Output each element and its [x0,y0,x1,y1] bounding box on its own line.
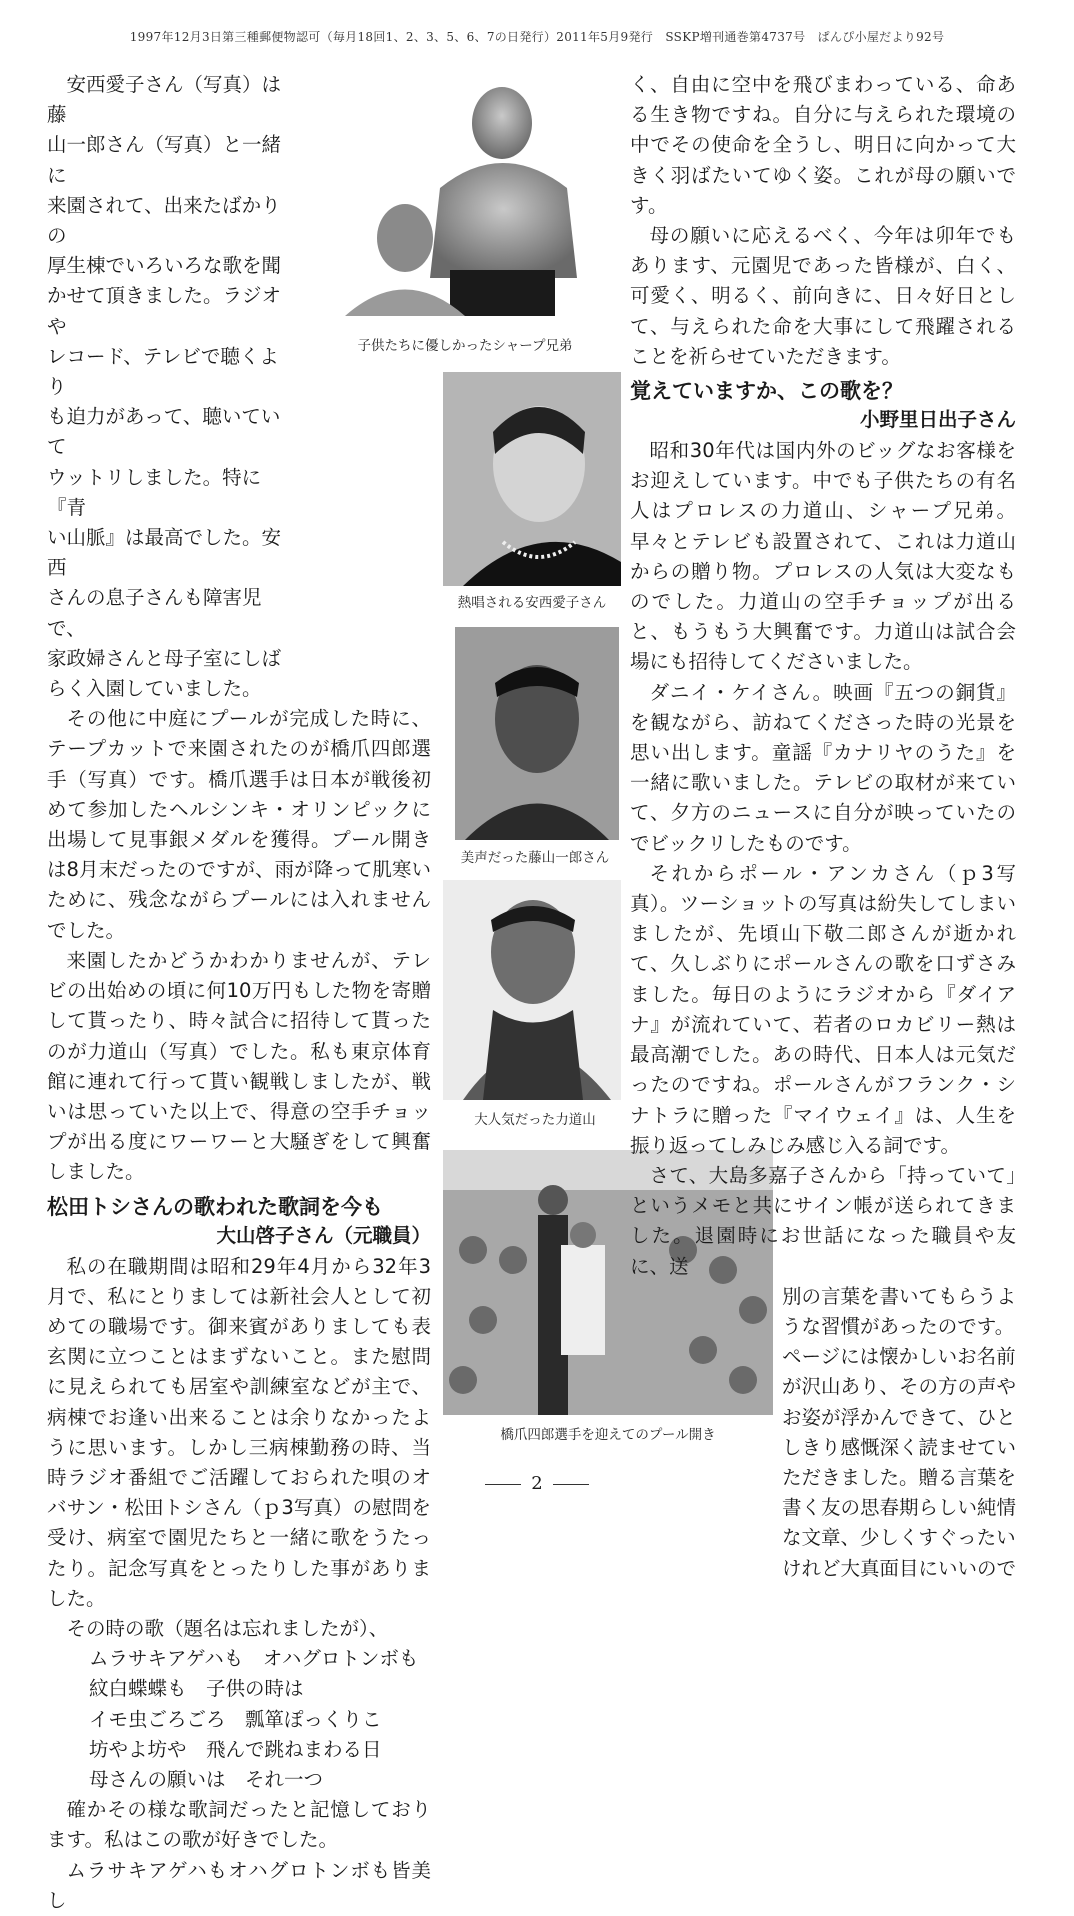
photo-rikidozan [443,880,621,1100]
col3-tail-line: ページには懐かしいお名前 [782,1345,1016,1369]
col1-p1-line: 山一郎さん（写真）と一緒に [47,133,282,187]
col1-paragraph-2: その他に中庭にプールが完成した時に、テープカットで来園されたのが橋爪四郎選手（写真）です。橋爪選手は日本が戦後初めて参加したヘルシンキ・オリンピックに出場して見事銀メダルを獲得。プール開きは8月末だったのですが、雨が降って肌寒いために、残念ながらプールには入れませんでした。 [47,707,431,942]
col3-tail-line: 書く友の思春期らしい純情 [782,1496,1017,1520]
col1-paragraph-6: 確かその様な歌詞だったと記憶しております。私はこの歌が好きでした。 [47,1798,431,1852]
col1-p1-line: 厚生棟でいろいろな歌を聞 [47,254,282,278]
col1-p1-line: い山脈』は最高でした。安西 [47,526,282,580]
col3-paragraph-4: ダニイ・ケイさん。映画『五つの銅貨』を観ながら、訪ねてくださった時の光景を思い出します。童謡『カナリヤのうた』を一緒に歌いました。テレビの取材が来ていて、夕方のニュースに自分が映っていたのでビックリしたものです。 [630,680,1016,855]
lyric-line: 坊やよ坊や 飛んで跳ねまわる日 [89,1737,382,1761]
rikidozan-image [443,880,621,1100]
col1-p1-line: さんの息子さんも障害児で、 [47,586,262,640]
col1-p1-line: も迫力があって、聴いていて [47,405,281,459]
col1-p1-line: 安西愛子さん（写真）は藤 [47,73,282,127]
caption-sharpe: 子供たちに優しかったシャープ兄弟 [357,338,573,354]
col3-tail-line: な文章、少しくすぐったい [782,1526,1016,1550]
caption-fujiyama: 美声だった藤山一郎さん [460,850,610,866]
column-right [630,70,1016,1584]
col3-tail-line: けれど大真面目にいいので [782,1556,1017,1580]
author-oyama: 大山啓子さん（元職員） [216,1223,431,1247]
col1-p1-line: ウットリしました。特に『青 [47,465,262,519]
caption-anzai: 熱唱される安西愛子さん [457,595,607,611]
col3-paragraph-2: 母の願いに応えるべく、今年は卯年でもあります、元園児であった皆様が、白く、可愛く、明るく、前向きに、日々好日として、与えられた命を大事にして飛躍されることを祈らせていただきます。 [630,224,1016,368]
col3-paragraph-3: 昭和30年代は国内外のビッグなお客様をお迎えしています。中でも子供たちの有名人はプロレスの力道山、シャープ兄弟。早々とテレビも設置されて、これは力道山からの贈り物。プロレスの人気は大変なものでした。力道山の空手チョップが出ると、もうもう大興奮です。力道山は試合会場にも招待してくださいました。 [630,439,1016,674]
caption-pool: 橋爪四郎選手を迎えてのプール開き [500,1427,716,1443]
page-header: 1997年12月3日第三種郵便物認可（毎月18回1、2、3、5、6、7の日発行）2011年5月9発行 SSKP増刊通巻第4737号 ぱんぴ小屋だより92号 [129,30,945,44]
lyric-line: 母さんの願いは それ一つ [89,1767,324,1791]
author-onozato: 小野里日出子さん [859,408,1016,432]
col3-tail-line: うな習慣があったのです。 [782,1314,1015,1338]
col1-paragraph-3: 来園したかどうかわかりませんが、テレビの出始めの頃に何10万円もした物を寄贈して貰ったり、時々試合に招待して貰ったのが力道山（写真）でした。私も東京体育館に連れて行って貰い観戦しましたが、戦いは思っていた以上で、得意の空手チョップが出る度にワーワーと大騒ぎをして興奮しました。 [47,948,431,1184]
col3-paragraph-5: それからポール・アンカさん（ｐ3写真）。ツーショットの写真は紛失してしまいましたが、先頃山下敬二郎さんが逝かれて、久しぶりにポールさんの歌を口ずさみました。毎日のようにラジオから『ダイアナ』が流れていて、若者のロカビリー熱は最高潮でした。あの時代、日本人は元気だったのですね。ポールさんがフランク・シナトラに贈った『マイウェイ』は、人生を振り返ってしみじみ感じ入る詞です。 [630,861,1016,1157]
col3-tail-line: ただきました。贈る言葉を [782,1465,1017,1489]
footer-rule-right [553,1484,589,1485]
col3-tail-lines [782,1282,1016,1584]
caption-rikidozan: 大人気だった力道山 [474,1112,596,1128]
col1-p1-line: らく入園していました。 [47,677,262,701]
page-footer [0,1473,1074,1494]
col1-p1-lines [47,70,297,704]
col1-paragraph-7: ムラサキアゲハもオハグロトンボも皆美し [47,1858,431,1912]
lyric-line: 紋白蝶蝶も 子供の時は [89,1677,304,1701]
lyric-line: イモ虫ごろごろ 瓢箪ぽっくりこ [89,1707,382,1731]
col3-tail-line: お姿が浮かんできて、ひと [782,1405,1016,1429]
col1-paragraph-5: その時の歌（題名は忘れましたが）、 [66,1616,389,1640]
col1-p1-line: 家政婦さんと母子室にしば [47,646,282,670]
footer-rule-left [485,1484,521,1485]
photo-anzai-aiko [443,372,621,586]
col3-paragraph-1: く、自由に空中を飛びまわっている、命ある生き物ですね。自分に与えられた環境の中でその使命を全うし、明日に向かって大きく羽ばたいてゆく姿。これが母の願いです。 [630,73,1016,217]
col1-paragraph-4: 私の在職期間は昭和29年4月から32年3月で、私にとりましては新社会人として初めての職場です。御来賓がありましても表玄関に立つことはまずないこと。また慰問に見えられても居室や訓練室などが主で、病棟でお逢い出来ることは余りなかったように思います。しかし三病棟勤務の時、当時ラジオ番組でご活躍しておられた唄のオバサン・松田トシさん（ｐ3写真）の慰問を受け、病室で園児たちと一緒に歌をうたったり。記念写真をとったりした事がありました。 [47,1254,431,1610]
anzai-image [443,372,621,586]
fujiyama-image [455,627,619,840]
col1-p1-line: レコード、テレビで聴くより [47,344,279,399]
col1-p1-line: 来園されて、出来たばかりの [47,193,281,248]
song-lyrics [47,1644,431,1795]
col1-first-paragraph [47,70,297,704]
photo-fujiyama-ichiro [455,627,619,840]
sharpe-brothers-image [345,78,610,316]
col3-tail-line: が沢山あり、その方の声や [782,1375,1017,1399]
lyric-line: ムラサキアゲハも オハグロトンボも [89,1647,419,1671]
article-heading-matsuda: 松田トシさんの歌われた歌詞を今も [47,1194,383,1219]
photo-sharpe-brothers [345,78,610,316]
article-heading-onozato: 覚えていますか、この歌を？ [630,379,903,404]
col3-tail-line: 別の言葉を書いてもらうよ [782,1284,1017,1308]
page-number: 2 [531,1473,543,1494]
col1-p1-line: かせて頂きました。ラジオや [47,284,282,338]
col3-paragraph-6: さて、大島多嘉子さんから「持っていて」というメモと共にサイン帳が送られてきました。退園時にお世話になった職員や友に、送 [630,1163,1016,1278]
col3-tail-line: しきり感慨深く読ませてい [782,1435,1017,1459]
